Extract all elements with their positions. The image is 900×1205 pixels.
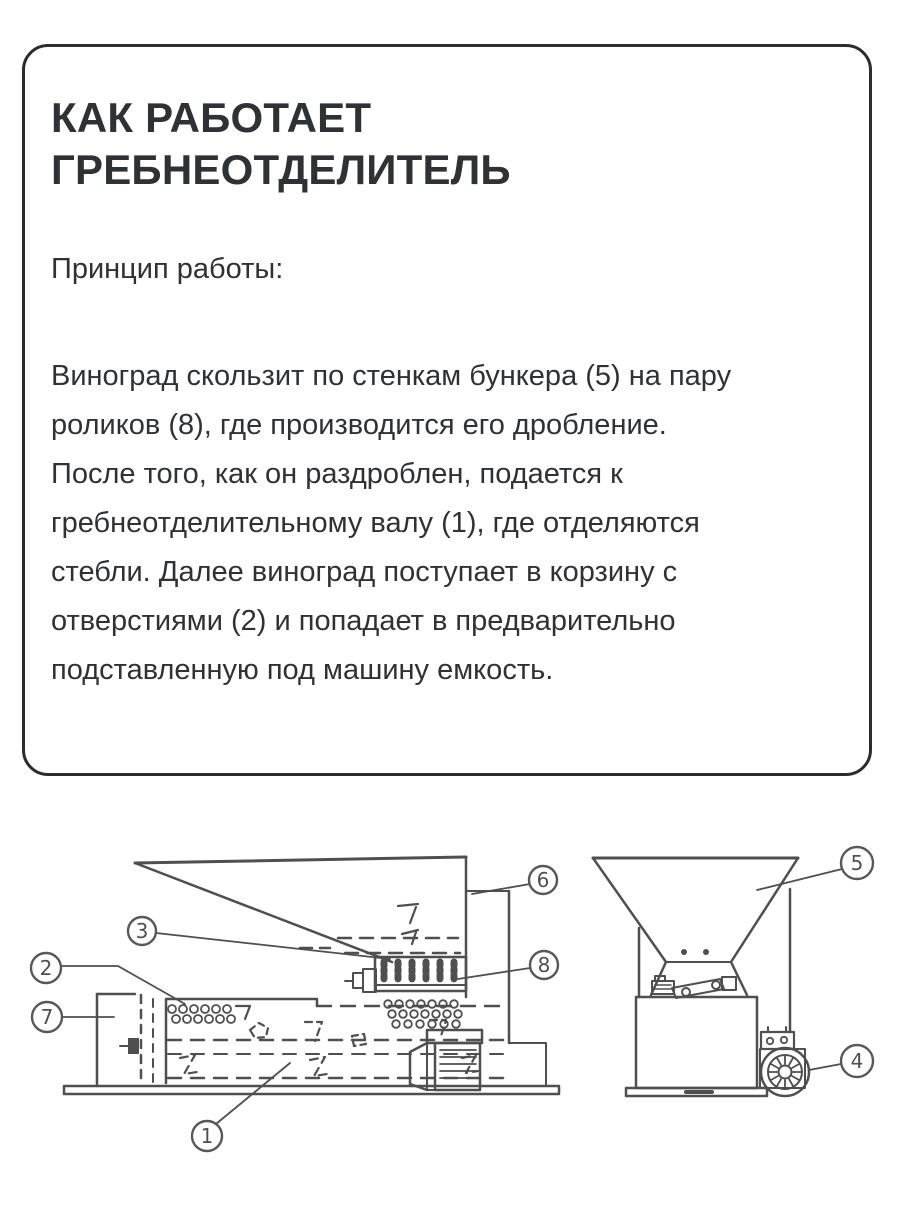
- callout-5: [841, 847, 873, 879]
- callout-3: [128, 917, 156, 945]
- callout-1: [192, 1121, 222, 1151]
- side-view-drawing: [61, 857, 559, 1124]
- page-title-line-1: КАК РАБОТАЕТ: [51, 94, 372, 141]
- description-paragraph: [51, 352, 731, 695]
- callouts-front-view: [841, 847, 873, 1077]
- callouts-side-view: [31, 866, 558, 1151]
- base-plate-front: [626, 1088, 767, 1096]
- paragraph-line: гребнеотделительному валу (1), где отделяются: [51, 507, 700, 539]
- callout-8: [530, 951, 558, 979]
- callout-1-label: 1: [200, 1124, 214, 1148]
- callout-7-label: 7: [40, 1005, 54, 1029]
- front-view-drawing: [593, 858, 842, 1096]
- motor-pulley: [760, 1027, 809, 1096]
- roller-mechanism-front: [652, 976, 736, 998]
- grape-cluster-left: [168, 1005, 250, 1023]
- paragraph-line: отверстиями (2) и попадает в предварительно: [51, 605, 676, 637]
- stem-separator-diagram: [0, 800, 900, 1200]
- hopper-front: [593, 858, 798, 1032]
- page-title: [51, 92, 511, 196]
- callout-6: [529, 866, 557, 894]
- body-box: [636, 997, 757, 1088]
- paragraph-line: стебли. Далее виноград поступает в корзину с: [51, 556, 678, 588]
- callout-4-label: 4: [850, 1049, 864, 1073]
- hopper-contents: [300, 904, 460, 953]
- callout-6-label: 6: [536, 868, 550, 892]
- base-plate-side: [64, 1086, 559, 1094]
- callout-2-label: 2: [39, 956, 53, 980]
- callout-5-label: 5: [850, 851, 864, 875]
- page-title-line-2: ГРЕБНЕОТДЕЛИТЕЛЬ: [51, 146, 511, 193]
- grape-cluster-right: [384, 1000, 462, 1028]
- section-subtitle: Принцип работы:: [51, 253, 284, 285]
- callout-4: [841, 1045, 873, 1077]
- callout-8-label: 8: [537, 953, 551, 977]
- callout-7: [32, 1002, 62, 1032]
- callout-3-label: 3: [135, 919, 149, 943]
- leader-lines-side: [61, 884, 530, 1124]
- leader-lines-front: [757, 869, 842, 1070]
- paragraph-line: Виноград скользит по стенкам бункера (5) на пару: [51, 360, 732, 392]
- content-card: [22, 44, 872, 776]
- roller-box: [345, 957, 466, 992]
- paragraph-line: После того, как он раздроблен, подается к: [51, 458, 623, 490]
- technical-drawing: [0, 800, 900, 1200]
- callout-2: [31, 953, 61, 983]
- paragraph-line: роликов (8), где производится его дробление.: [51, 409, 667, 441]
- stand: [97, 994, 153, 1086]
- paragraph-line: подставленную под машину емкость.: [51, 654, 554, 686]
